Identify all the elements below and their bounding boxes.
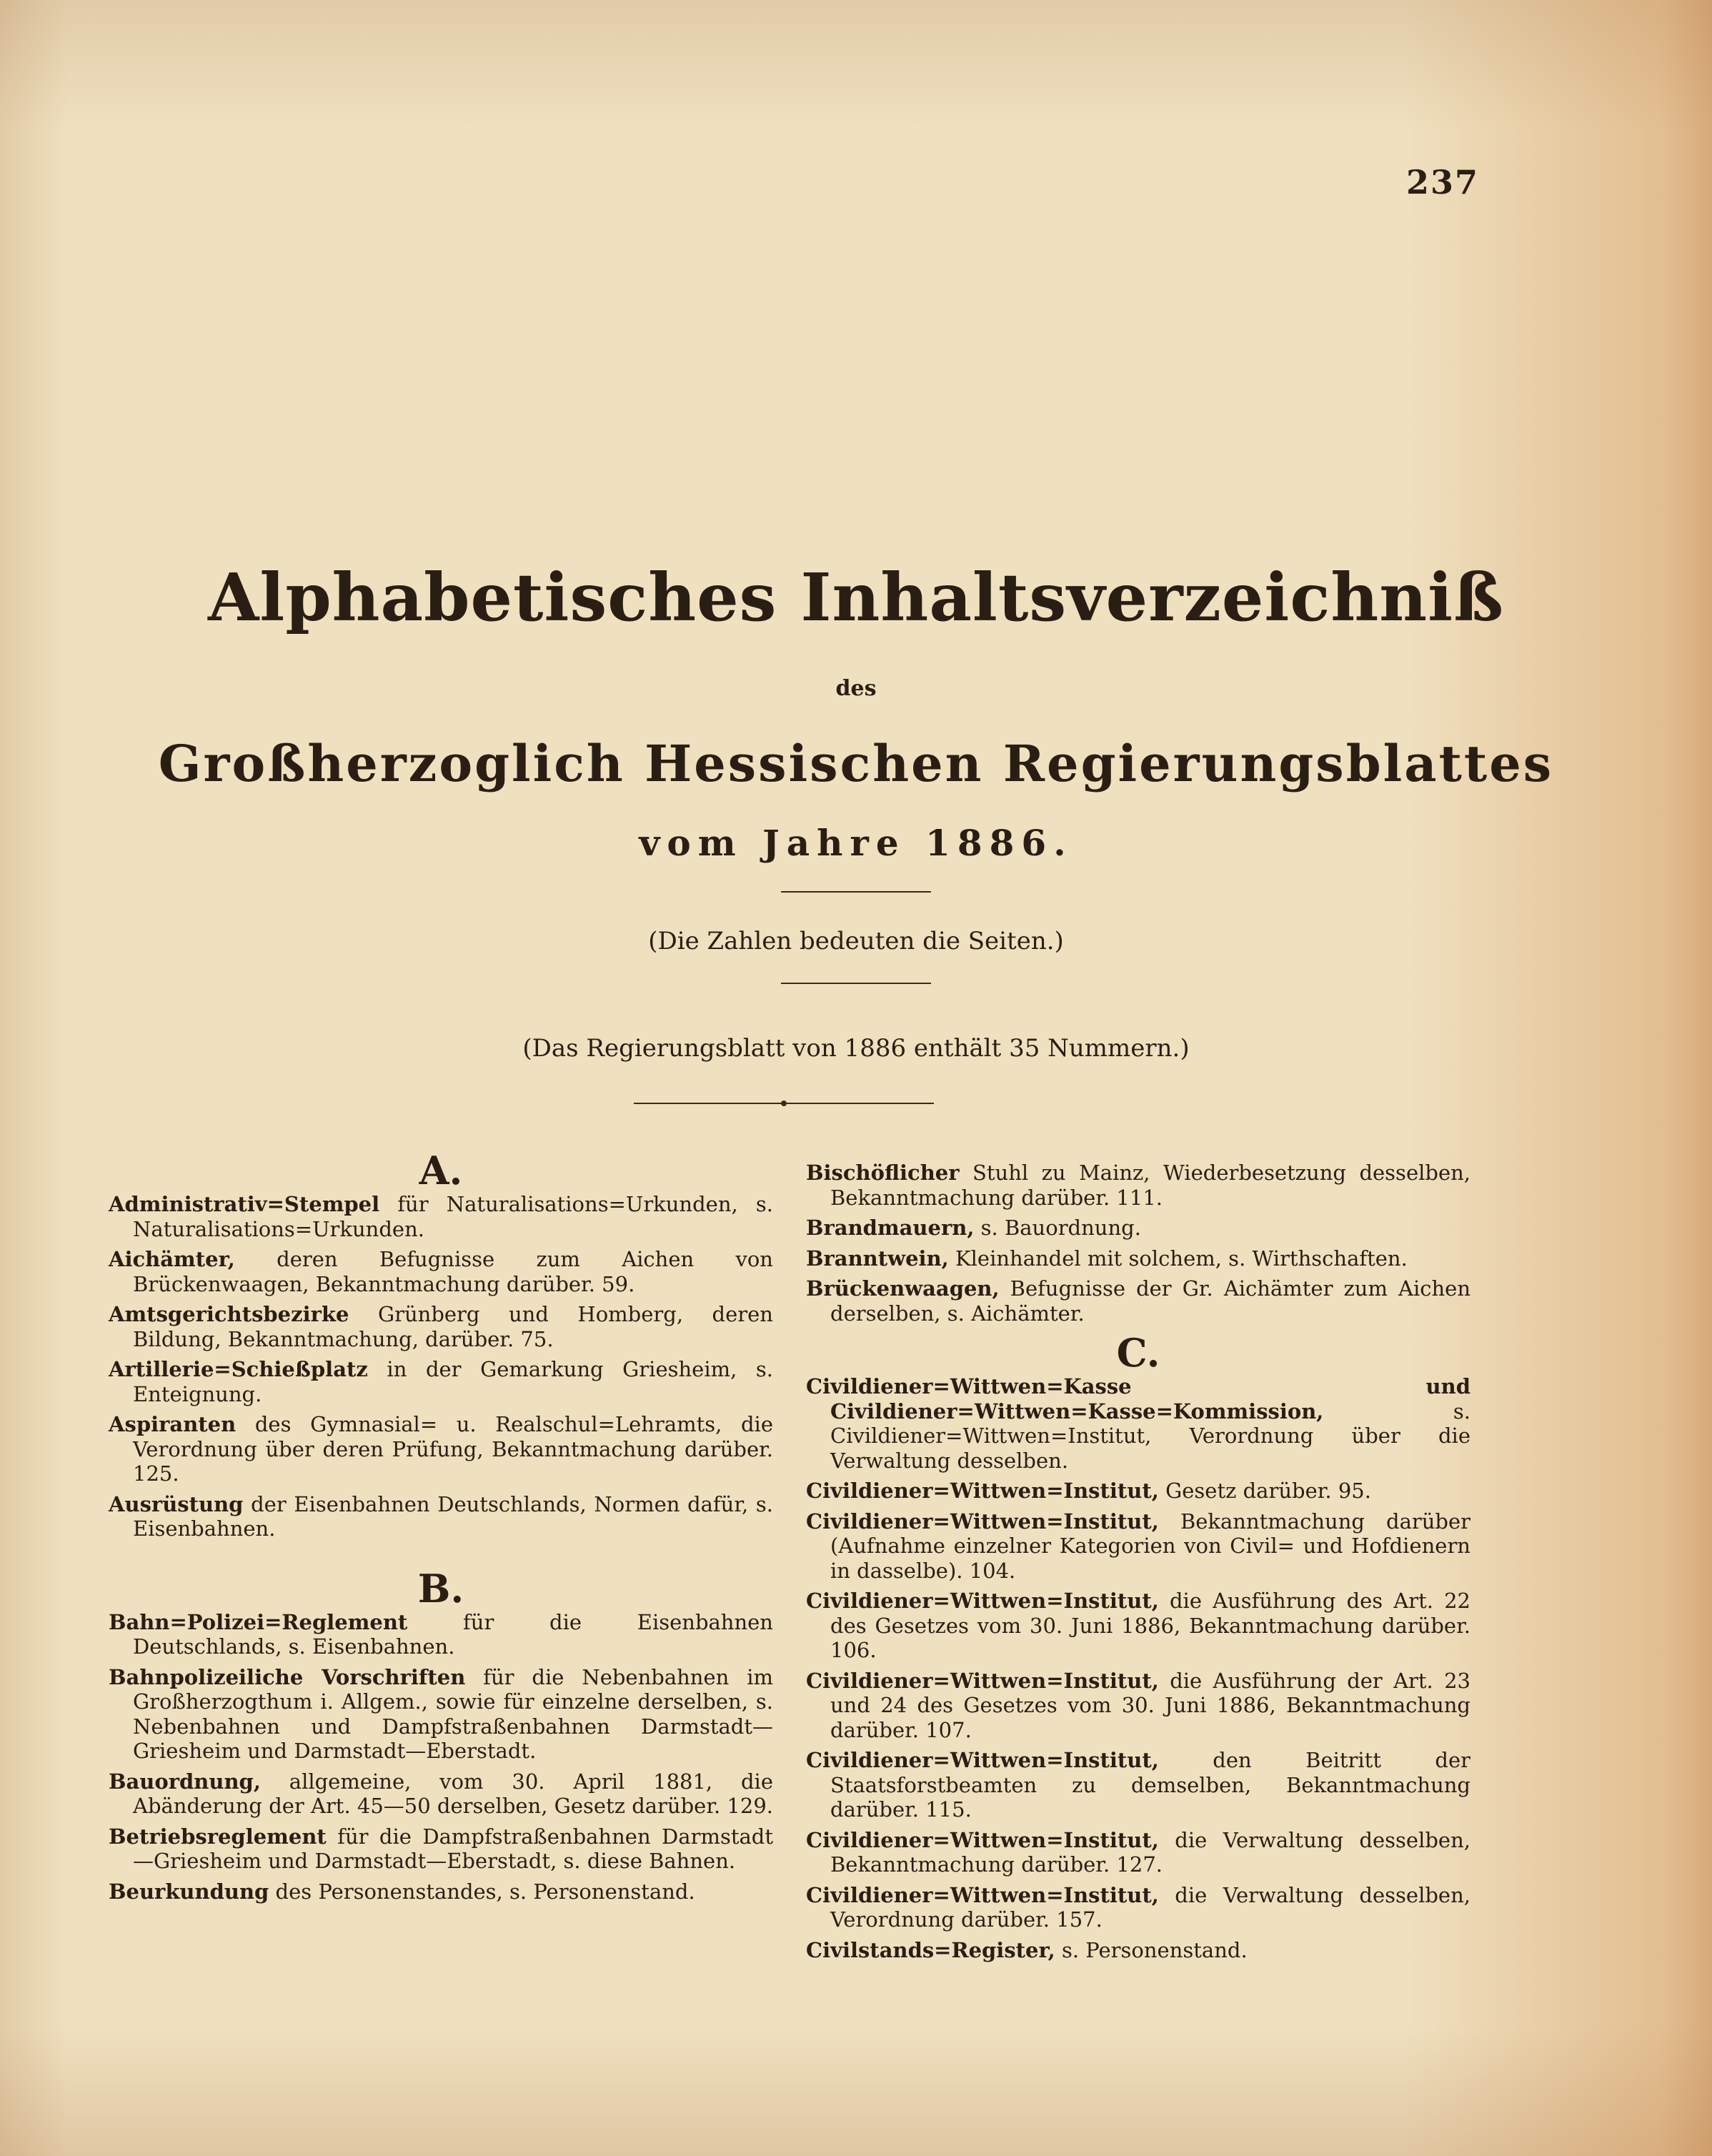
entry-text: des Personenstandes, s. Personenstand.: [269, 1879, 695, 1904]
entry-headword: Civildiener=Wittwen=Institut,: [806, 1509, 1159, 1534]
index-entry: [806, 1161, 1470, 1210]
entries-b-continued: [806, 1161, 1470, 1326]
section-letter-a: A.: [419, 1148, 463, 1193]
entries-a: [109, 1192, 773, 1541]
entry-text: deren Befugnisse zum Aichen von Brückenwaagen, Bekanntmachung darüber. 59.: [133, 1247, 773, 1296]
entry-headword: Administrativ=Stempel: [109, 1192, 380, 1216]
entry-text: Befugnisse der Gr. Aichämter zum Aichen derselben, s. Aichämter.: [830, 1276, 1470, 1326]
entry-text: die Verwaltung desselben, Verordnung darüber. 157.: [830, 1882, 1470, 1932]
entry-headword: Brandmauern,: [806, 1216, 975, 1240]
entry-text: die Verwaltung desselben, Bekanntmachung darüber. 127.: [830, 1827, 1470, 1877]
index-entry: [806, 1883, 1470, 1932]
entry-headword: Branntwein,: [806, 1246, 949, 1271]
entry-text: s. Personenstand.: [1055, 1937, 1248, 1962]
entry-text: den Beitritt der Staatsforstbeamten zu demselben, Bekanntmachung darüber. 115.: [830, 1748, 1470, 1822]
entry-headword: Bahnpolizeiliche Vorschriften: [109, 1664, 466, 1689]
entry-headword: Amtsgerichtsbezirke: [109, 1302, 349, 1326]
entry-headword: Civildiener=Wittwen=Institut,: [806, 1668, 1159, 1693]
index-entry: [806, 1479, 1470, 1504]
year-line: vom Jahre 1886.: [639, 822, 1073, 864]
entry-text: Gesetz darüber. 95.: [1158, 1479, 1371, 1503]
entry-headword: Ausrüstung: [109, 1491, 244, 1516]
divider-rule: [781, 891, 931, 893]
entry-headword: Aspiranten: [109, 1412, 237, 1436]
index-entry: [806, 1748, 1470, 1822]
page-number: 237: [1406, 163, 1480, 202]
index-entry: [109, 1824, 773, 1874]
entry-text: Stuhl zu Mainz, Wiederbesetzung desselben, Bekanntmachung darüber. 111.: [830, 1161, 1470, 1210]
entry-headword: Civildiener=Wittwen=Institut,: [806, 1479, 1159, 1503]
entry-text: der Eisenbahnen Deutschlands, Normen dafür, s. Eisenbahnen.: [133, 1491, 773, 1541]
entry-headword: Aichämter,: [109, 1247, 235, 1271]
entry-headword: Civildiener=Wittwen=Institut,: [806, 1882, 1159, 1907]
index-entry: [806, 1938, 1470, 1963]
entry-headword: Civildiener=Wittwen=Institut,: [806, 1589, 1159, 1613]
section-letter-b: B.: [417, 1565, 464, 1611]
index-entry: [806, 1246, 1470, 1271]
index-entry: [806, 1509, 1470, 1584]
index-entry: [109, 1302, 773, 1351]
entry-headword: Civildiener=Wittwen=Kasse und Civildiener=Wittwen=Kasse=Kommission,: [806, 1374, 1470, 1424]
index-entry: [806, 1276, 1470, 1326]
index-entry: [109, 1492, 773, 1541]
entry-text: Bekanntmachung darüber (Aufnahme einzelner Kategorien von Civil= und Hofdienern in dasselbe). 104.: [830, 1509, 1470, 1583]
entry-text: Grünberg und Homberg, deren Bildung, Bekanntmachung, darüber. 75.: [133, 1302, 773, 1351]
entry-headword: Betriebsreglement: [109, 1824, 327, 1849]
index-entry: [806, 1589, 1470, 1663]
divider-rule: [781, 983, 931, 984]
entry-headword: Beurkundung: [109, 1879, 269, 1904]
entry-headword: Bauordnung,: [109, 1769, 261, 1794]
entry-text: in der Gemarkung Griesheim, s. Enteignung.: [133, 1357, 773, 1406]
entry-text: für die Dampfstraßenbahnen Darmstadt—Griesheim und Darmstadt—Eberstadt, s. diese Bahnen.: [133, 1824, 773, 1873]
note-pages: (Die Zahlen bedeuten die Seiten.): [648, 927, 1064, 955]
entry-text: s. Bauordnung.: [974, 1216, 1141, 1240]
index-entry: [109, 1879, 773, 1904]
title-connector: des: [835, 676, 877, 701]
entry-headword: Bahn=Polizei=Reglement: [109, 1609, 408, 1634]
entry-text: für die Nebenbahnen im Großherzogthum i. Allgem., sowie für einzelne derselben, s. Nebenbahnen und Dampfstraßenbahnen Darmstadt—Griesheim und Darmstadt—Eberstadt.: [133, 1664, 773, 1763]
section-gap: [109, 1547, 773, 1567]
index-entry: [806, 1374, 1470, 1473]
entry-headword: Civildiener=Wittwen=Institut,: [806, 1827, 1159, 1852]
entry-text: für Naturalisations=Urkunden, s. Naturalisations=Urkunden.: [133, 1192, 773, 1241]
entry-headword: Brückenwaagen,: [806, 1276, 1000, 1301]
ornament-divider: [634, 1099, 934, 1108]
index-entry: [109, 1192, 773, 1241]
entry-text: allgemeine, vom 30. April 1881, die Abänderung der Art. 45—50 derselben, Gesetz darüber. 129.: [133, 1769, 773, 1818]
entry-text: s. Civildiener=Wittwen=Institut, Verordnung über die Verwaltung desselben.: [830, 1399, 1470, 1473]
index-entry: [109, 1412, 773, 1486]
left-column: [109, 1149, 773, 1909]
index-entry: [806, 1216, 1470, 1241]
index-entry: [109, 1247, 773, 1296]
section-letter-c: C.: [1116, 1330, 1160, 1376]
entry-text: Kleinhandel mit solchem, s. Wirthschaften.: [948, 1246, 1408, 1271]
entry-text: die Ausführung der Art. 23 und 24 des Gesetzes vom 30. Juni 1886, Bekanntmachung darüber. 107.: [830, 1668, 1470, 1742]
entry-text: die Ausführung des Art. 22 des Gesetzes vom 30. Juni 1886, Bekanntmachung darüber. 106.: [830, 1589, 1470, 1662]
entry-headword: Civilstands=Register,: [806, 1937, 1055, 1962]
right-column: [806, 1161, 1470, 1968]
entry-headword: Bischöflicher: [806, 1161, 960, 1185]
entry-headword: Artillerie=Schießplatz: [109, 1357, 368, 1381]
index-entry: [109, 1769, 773, 1819]
index-entry: [806, 1669, 1470, 1743]
index-entry: [806, 1828, 1470, 1877]
title-block: [0, 559, 1712, 1063]
entries-b: [109, 1610, 773, 1904]
entry-text: des Gymnasial= u. Realschul=Lehramts, die Verordnung über deren Prüfung, Bekanntmachung darüber. 125.: [133, 1412, 773, 1486]
index-entry: [109, 1665, 773, 1764]
index-entry: [109, 1357, 773, 1406]
main-title: Alphabetisches Inhaltsverzeichniß: [207, 559, 1505, 636]
subtitle: Großherzoglich Hessischen Regierungsblattes: [158, 734, 1554, 793]
entries-c: [806, 1374, 1470, 1962]
entry-text: für die Eisenbahnen Deutschlands, s. Eisenbahnen.: [133, 1609, 773, 1659]
note-numbers: (Das Regierungsblatt von 1886 enthält 35 Nummern.): [522, 1034, 1190, 1063]
entry-headword: Civildiener=Wittwen=Institut,: [806, 1748, 1159, 1772]
index-entry: [109, 1610, 773, 1659]
